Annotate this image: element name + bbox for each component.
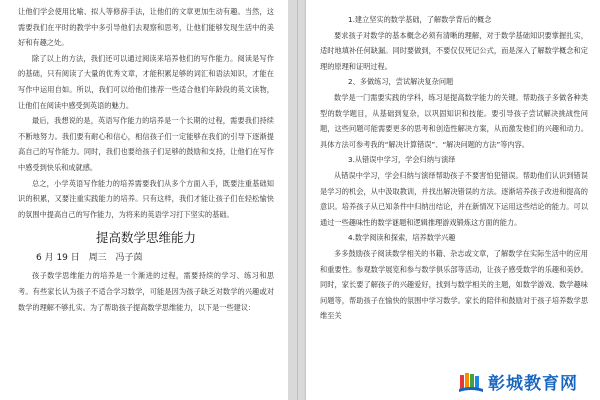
paragraph: 最后，我想说的是，英语写作能力的培养是一个长期的过程，需要我们持续不断地努力。我们要有耐心和信心，相信孩子们一定能够在我们的引导下逐渐提高自己的写作能力。同时，我们也要给孩子们足够的鼓励和支持，让他们在写作中感受到快乐和成就感。: [18, 116, 274, 172]
paragraph: 总之，小学英语写作能力的培养需要我们从多个方面入手，既要注重基础知识的积累，又要注重实践能力的培养。只有这样，我们才能让孩子们在轻松愉快的氛围中提高自己的写作能力，为将来的英语学习打下坚实的基础。: [18, 178, 274, 219]
page-divider: [297, 0, 298, 400]
article-heading: 提高数学思维能力: [95, 230, 196, 246]
section-title: 3.从错误中学习，学会归纳与演绎: [348, 155, 456, 165]
paragraph: 让他们学会使用比喻、拟人等修辞手法，让他们的文章更加生动有趣。当然，这需要我们在平时的教学中多引导他们去观察和思考，让他们能够发现生活中的美好和有趣之处。: [18, 7, 274, 48]
document-page-right: [306, 0, 600, 400]
document-page-left: [0, 0, 288, 400]
paragraph: 多多鼓励孩子阅读数学相关的书籍、杂志或文章，了解数学在实际生活中的应用和重要性。参观数学展览和参与数学俱乐部等活动，让孩子感受数学的乐趣和美妙。同时，家长要了解孩子的兴趣爱好，找到与数学相关的主题，如数学游戏、数学趣味问题等，帮助孩子在愉快的氛围中学习数学。家长的陪伴和鼓励对于孩子培养数学思维至关: [320, 248, 588, 321]
paragraph: 数学是一门需要实践的学科，练习是提高数学能力的关键。帮助孩子多做各种类型的数学题目，从基础到复杂，以巩固知识和技能。要引导孩子尝试解决挑战性问题，这些问题可能需要更多的思考和创造性解决方案，从而激发他们的兴趣和动力。具体方法可参考我的“解决计算错误”、“解决问题的方法”等内容。: [320, 92, 588, 149]
article-meta: [36, 250, 274, 266]
section-title: 1.建立坚实的数学基础，了解数学背后的概念: [348, 15, 492, 24]
book-logo-icon: [458, 371, 484, 393]
paragraph: 从错误中学习，学会归纳与演绎帮助孩子不要害怕犯错误。帮助他们认识到错误是学习的机会，从中汲取教训，并找出解决错误的方法。逐渐培养孩子改进和提高的意识。培养孩子从已知条件中归纳出结论，并在新情况下运用这些结论的能力。可以通过一些趣味性的数学谜题和逻辑推理游戏锻炼这方面的能力。: [320, 170, 588, 227]
section-title: 4.数学阅读和探索，培养数学兴趣: [348, 233, 456, 243]
article-weekday: 周三: [88, 253, 107, 264]
article-date: 6 月 19 日: [36, 253, 80, 264]
paragraph: 孩子数学思维能力的培养是一个渐进的过程，需要持续的学习、练习和思考。有些家长认为孩子不适合学习数学，可能是因为孩子缺乏对数学的兴趣或对数学的理解不够扎实。为了帮助孩子提高数学思维能力，以下是一些建议：: [18, 271, 274, 312]
paragraph: 要求孩子对数学的基本概念必须有清晰的理解，对于数学基础知识要掌握扎实，适时地填补任何缺漏。同时要做到，不要仅仅死记公式，而是深入了解数学概念和定理的原理和证明过程。: [320, 30, 588, 71]
section-title: 2、多做练习，尝试解决复杂问题: [348, 77, 454, 87]
watermark: [458, 369, 578, 394]
article-author: 冯子茵: [115, 253, 143, 264]
watermark-text: 彰城教育网: [488, 374, 578, 394]
paragraph: 除了以上的方法，我们还可以通过阅读来培养他们的写作能力。阅读是写作的基础，只有阅读了大量的优秀文章，才能积累足够的词汇和语法知识，才能在写作中运用自如。所以，我们可以给他们推荐一些适合他们年龄段的英文读物，让他们在阅读中感受到英语的魅力。: [18, 53, 274, 110]
